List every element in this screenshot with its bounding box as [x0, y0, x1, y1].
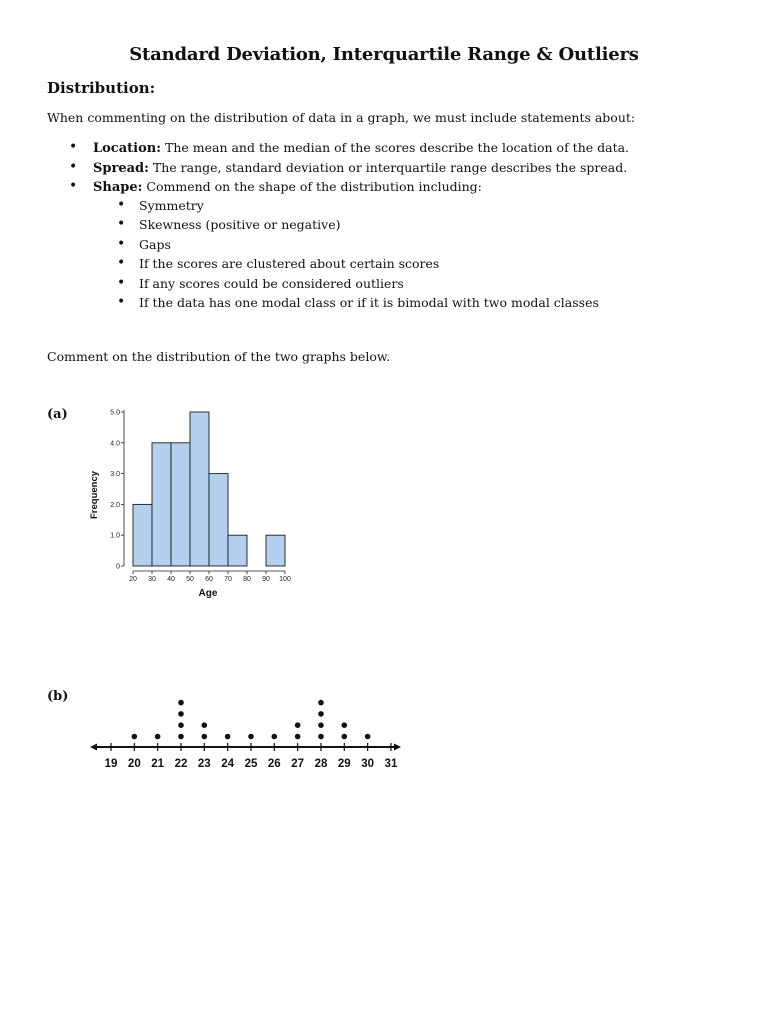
description-shape: Commend on the shape of the distribution including:	[142, 179, 482, 194]
distribution-criteria-list	[47, 138, 629, 197]
x-tick-label: 21	[151, 758, 165, 770]
list-item-location	[47, 138, 629, 158]
data-dot	[178, 700, 184, 706]
y-tick-label: 3.0	[110, 471, 120, 479]
instruction-text: Comment on the distribution of the two graphs below.	[47, 349, 391, 364]
histogram-bar	[171, 443, 190, 566]
data-dot	[178, 734, 184, 740]
x-tick-label: 30	[148, 576, 156, 583]
term-shape: Shape:	[93, 180, 143, 195]
x-tick-label: 60	[205, 576, 213, 583]
data-dot	[342, 722, 348, 728]
data-dot	[202, 734, 208, 740]
list-item: • If any scores could be considered outliers	[117, 274, 599, 293]
histogram-chart	[80, 395, 310, 610]
term-location: Location:	[93, 141, 162, 156]
x-tick-label: 50	[186, 576, 194, 583]
y-axis-title: Frequency	[89, 470, 100, 520]
histogram-bar	[152, 443, 171, 566]
data-dot	[178, 711, 184, 717]
histogram-bar	[209, 474, 228, 566]
x-axis-title: Age	[198, 588, 218, 599]
data-dot	[318, 700, 324, 706]
x-tick-label: 20	[129, 576, 137, 583]
x-tick-label: 25	[244, 758, 258, 770]
x-tick-label: 30	[361, 758, 375, 770]
histogram-bar	[133, 504, 152, 566]
section-heading: Distribution:	[47, 79, 156, 97]
x-tick-label: 31	[384, 758, 398, 770]
list-item-shape	[47, 177, 629, 197]
x-tick-label: 24	[221, 758, 235, 770]
data-dot	[202, 722, 208, 728]
list-item: • If the scores are clustered about certain scores	[117, 254, 599, 273]
x-tick-label: 40	[167, 576, 175, 583]
data-dot	[225, 734, 231, 740]
histogram-bar	[190, 412, 209, 566]
histogram-bar	[228, 535, 247, 566]
x-tick-label: 90	[262, 576, 270, 583]
list-item-spread	[47, 158, 629, 178]
data-dot	[295, 722, 301, 728]
right-arrow-icon	[394, 744, 401, 751]
question-label-a: (a)	[47, 407, 68, 422]
x-tick-label: 19	[104, 758, 118, 770]
list-item: • Skewness (positive or negative)	[117, 215, 599, 234]
x-tick-label: 26	[267, 758, 281, 770]
y-tick-label: 0	[116, 563, 120, 571]
dot-plot-chart	[88, 680, 408, 775]
x-tick-label: 22	[174, 758, 188, 770]
shape-subitems-list	[117, 196, 599, 312]
page-title: Standard Deviation, Interquartile Range & Outliers	[129, 44, 639, 65]
x-tick-label: 23	[197, 758, 211, 770]
data-dot	[178, 722, 184, 728]
data-dot	[132, 734, 138, 740]
data-dot	[248, 734, 254, 740]
x-tick-label: 29	[337, 758, 351, 770]
histogram-bar	[266, 535, 285, 566]
data-dot	[342, 734, 348, 740]
list-item: • Symmetry	[117, 196, 599, 215]
y-tick-label: 5.0	[110, 409, 120, 417]
data-dot	[318, 734, 324, 740]
data-dot	[318, 711, 324, 717]
y-tick-label: 1.0	[110, 532, 120, 540]
data-dot	[365, 734, 371, 740]
x-tick-label: 27	[291, 758, 305, 770]
term-spread: Spread:	[93, 160, 149, 176]
intro-text: When commenting on the distribution of data in a graph, we must include statements about:	[47, 110, 636, 125]
data-dot	[318, 722, 324, 728]
data-dot	[272, 734, 278, 740]
x-tick-label: 28	[314, 758, 328, 770]
left-arrow-icon	[90, 744, 97, 751]
data-dot	[155, 734, 161, 740]
y-tick-label: 2.0	[110, 501, 120, 509]
description-spread: The range, standard deviation or interquartile range describes the spread.	[148, 159, 628, 175]
question-label-b: (b)	[47, 689, 69, 704]
x-tick-label: 100	[279, 576, 291, 583]
x-tick-label: 80	[243, 576, 251, 583]
list-item: • Gaps	[117, 235, 599, 254]
list-item: • If the data has one modal class or if it is bimodal with two modal classes	[117, 293, 599, 312]
data-dot	[295, 734, 301, 740]
x-tick-label: 70	[224, 576, 232, 583]
x-tick-label: 20	[127, 758, 141, 770]
description-location: The mean and the median of the scores describe the location of the data.	[161, 140, 630, 155]
y-tick-label: 4.0	[110, 440, 120, 448]
